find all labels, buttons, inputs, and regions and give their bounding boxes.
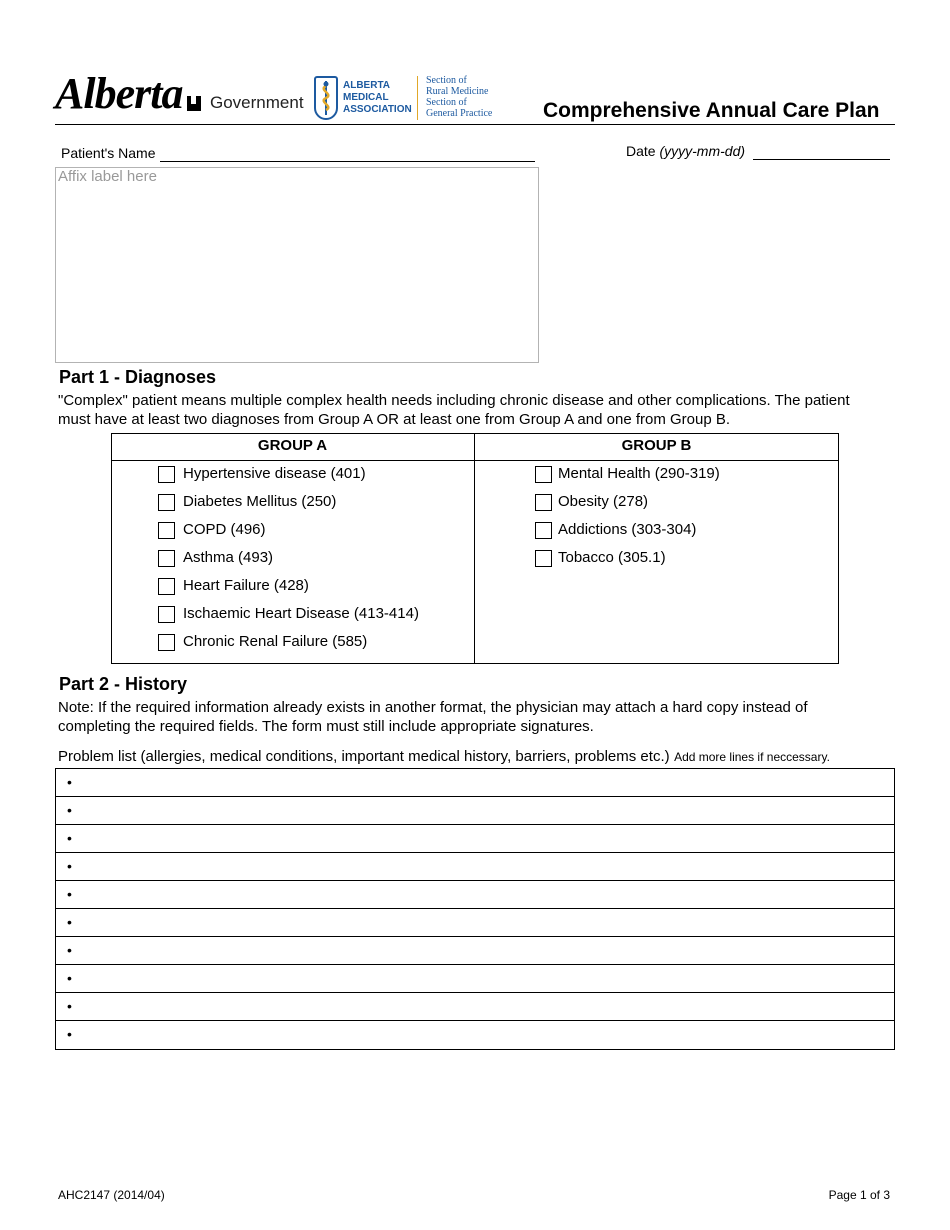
group-a-item-label: Ischaemic Heart Disease (413-414): [183, 605, 419, 622]
group-b-item-label: Tobacco (305.1): [558, 549, 666, 566]
problem-list-input[interactable]: [84, 855, 888, 878]
group-b-heading: GROUP B: [621, 437, 692, 454]
problem-list-input[interactable]: [84, 911, 888, 934]
checkbox-tobacco[interactable]: [535, 550, 552, 567]
checkbox-chronic-renal-failure[interactable]: [158, 634, 175, 651]
checkbox-mental-health[interactable]: [535, 466, 552, 483]
part2-note-line2: completing the required fields. The form must still include appropriate signatures.: [58, 718, 594, 735]
part2-heading: Part 2 - History: [59, 674, 188, 694]
date-label: [626, 143, 745, 160]
part1-heading: Part 1 - Diagnoses: [59, 367, 217, 387]
table-row: [56, 993, 894, 1021]
part1-description-line2: must have at least two diagnoses from Group A OR at least one from Group A and one from Group B.: [58, 411, 731, 428]
group-header-divider: [111, 460, 839, 461]
problem-list-input[interactable]: [84, 995, 888, 1018]
table-row: [56, 1021, 894, 1049]
form-title: Comprehensive Annual Care Plan: [543, 99, 880, 122]
group-b-item-label: Obesity (278): [558, 493, 649, 510]
checkbox-heart-failure[interactable]: [158, 578, 175, 595]
bullet: •: [67, 1026, 72, 1042]
problem-list-input[interactable]: [84, 967, 888, 990]
table-row: [56, 909, 894, 937]
date-field[interactable]: [753, 159, 890, 160]
alberta-government-label: Government: [210, 93, 304, 112]
group-a-heading: GROUP A: [257, 437, 328, 454]
table-row: [56, 853, 894, 881]
problem-list-input[interactable]: [84, 827, 888, 850]
alberta-wordmark-logo: Alberta: [55, 69, 183, 118]
table-row: [56, 769, 894, 797]
ama-name: ALBERTA MEDICAL ASSOCIATION: [343, 80, 412, 115]
problem-list-input[interactable]: [84, 771, 888, 794]
checkbox-copd[interactable]: [158, 522, 175, 539]
affix-label-hint: Affix label here: [58, 168, 157, 185]
table-row: [56, 881, 894, 909]
table-row: [56, 797, 894, 825]
bullet: •: [67, 886, 72, 902]
problem-list-input[interactable]: [84, 939, 888, 962]
bullet: •: [67, 914, 72, 930]
part2-note-line1: Note: If the required information already exists in another format, the physician may attach a hard copy instead of: [58, 699, 808, 716]
checkbox-addictions[interactable]: [535, 522, 552, 539]
part1-description-line1: "Complex" patient means multiple complex health needs including chronic disease and other complications. The patient: [58, 392, 850, 409]
table-row: [56, 825, 894, 853]
checkbox-diabetes-mellitus[interactable]: [158, 494, 175, 511]
patient-label-box: [55, 167, 539, 363]
bullet: •: [67, 970, 72, 986]
form-code: AHC2147 (2014/04): [58, 1188, 165, 1202]
patient-name-label: Patient's Name: [61, 145, 156, 161]
bullet: •: [67, 802, 72, 818]
problem-list-label: [58, 747, 830, 766]
checkbox-obesity[interactable]: [535, 494, 552, 511]
group-a-item-label: Hypertensive disease (401): [183, 465, 366, 482]
ama-separator: [417, 76, 418, 120]
bullet: •: [67, 998, 72, 1014]
table-row: [56, 965, 894, 993]
bullet: •: [67, 774, 72, 790]
checkbox-ischaemic-heart-disease[interactable]: [158, 606, 175, 623]
checkbox-hypertensive-disease[interactable]: [158, 466, 175, 483]
group-a-item-label: Chronic Renal Failure (585): [183, 633, 368, 650]
date-format-hint: (yyyy-mm-dd): [659, 143, 746, 159]
bullet: •: [67, 942, 72, 958]
alberta-flag-icon: [187, 96, 201, 111]
problem-list-input[interactable]: [84, 799, 888, 822]
ama-caduceus-icon: [314, 76, 338, 120]
problem-list-note: Add more lines if neccessary.: [674, 750, 830, 764]
group-a-item-label: Asthma (493): [183, 549, 274, 566]
patient-name-field[interactable]: [160, 161, 535, 162]
page-number: Page 1 of 3: [828, 1188, 890, 1202]
checkbox-asthma[interactable]: [158, 550, 175, 567]
group-a-item-label: Diabetes Mellitus (250): [183, 493, 337, 510]
problem-list-label-text: Problem list (allergies, medical conditions, important medical history, barriers, problems etc.): [58, 748, 670, 765]
problem-list-input[interactable]: [84, 883, 888, 906]
bullet: •: [67, 858, 72, 874]
group-b-item-label: Mental Health (290-319): [558, 465, 720, 482]
table-row: [56, 937, 894, 965]
group-b-item-label: Addictions (303-304): [558, 521, 697, 538]
group-a-item-label: COPD (496): [183, 521, 266, 538]
problem-list-table: [55, 768, 895, 1050]
bullet: •: [67, 830, 72, 846]
date-label-text: Date: [626, 143, 656, 159]
problem-list-input[interactable]: [84, 1023, 888, 1046]
group-column-divider: [474, 433, 475, 664]
header-divider: [55, 124, 895, 125]
ama-sections-text: Section of Rural Medicine Section of General Practice: [426, 75, 493, 119]
group-a-item-label: Heart Failure (428): [183, 577, 309, 594]
